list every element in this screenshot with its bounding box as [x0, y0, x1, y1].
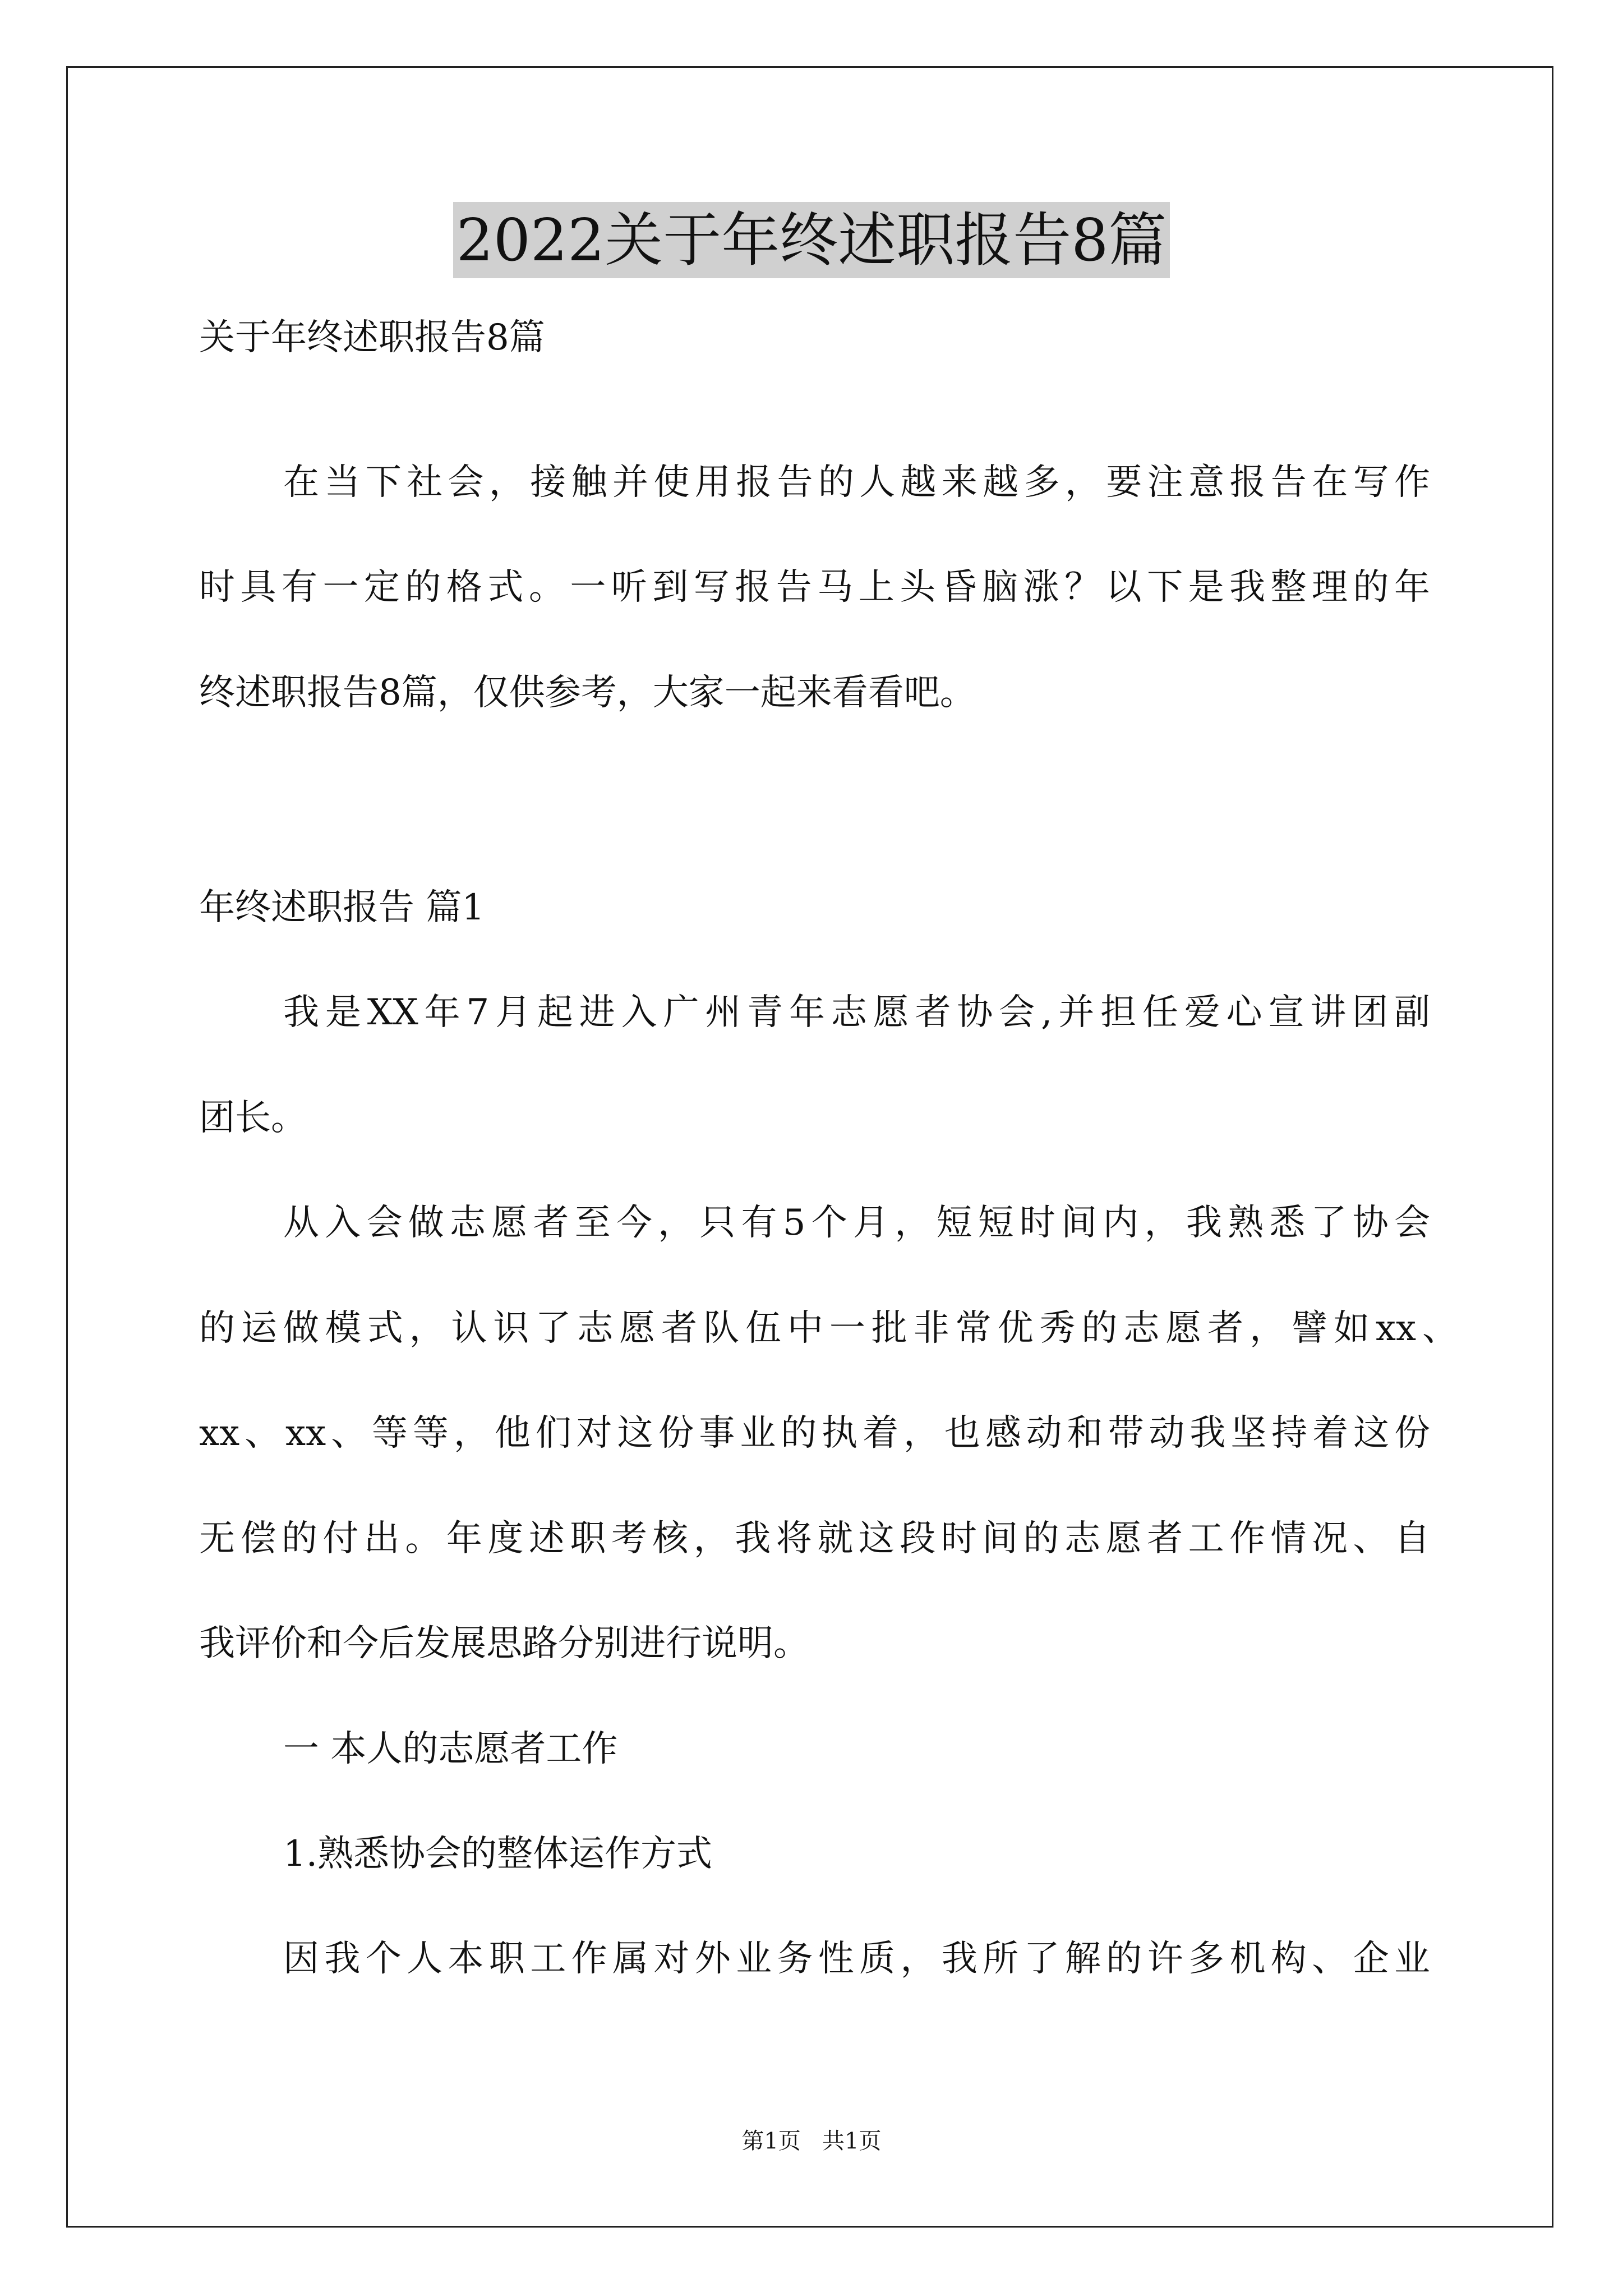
- subheading-line: 1.熟悉协会的整体运作方式: [283, 1833, 713, 1875]
- page-border: [66, 66, 1553, 2228]
- paragraph-line: xx、xx、等等，他们对这份事业的执着，也感动和带动我坚持着这份: [199, 1412, 1430, 1454]
- paragraph-line: 我评价和今后发展思路分别进行说明。: [199, 1623, 809, 1664]
- paragraph-line: 在当下社会，接触并使用报告的人越来越多，要注意报告在写作: [283, 462, 1430, 503]
- page-footer: 第1页 共1页: [741, 2128, 882, 2154]
- paragraph-line: 我是XX年7月起进入广州青年志愿者协会,并担任爱心宣讲团副: [283, 992, 1430, 1033]
- paragraph-line: 团长。: [199, 1097, 307, 1139]
- document-title: 2022关于年终述职报告8篇: [453, 202, 1170, 278]
- paragraph-line: 因我个人本职工作属对外业务性质，我所了解的许多机构、企业: [283, 1938, 1430, 1980]
- subtitle-line: 关于年终述职报告8篇: [199, 317, 545, 358]
- title-container: [0, 202, 1623, 278]
- paragraph-line: 终述职报告8篇，仅供参考，大家一起来看看吧。: [199, 672, 976, 714]
- subheading-line: 一 本人的志愿者工作: [283, 1728, 618, 1770]
- paragraph-line: 无偿的付出。年度述职考核，我将就这段时间的志愿者工作情况、自: [199, 1518, 1430, 1559]
- paragraph-line: 从入会做志愿者至今，只有5个月，短短时间内，我熟悉了协会: [283, 1202, 1430, 1244]
- section-heading: 年终述职报告 篇1: [199, 887, 485, 928]
- paragraph-line: 的运做模式，认识了志愿者队伍中一批非常优秀的志愿者，譬如xx、: [199, 1308, 1458, 1349]
- paragraph-line: 时具有一定的格式。一听到写报告马上头昏脑涨？以下是我整理的年: [199, 567, 1430, 608]
